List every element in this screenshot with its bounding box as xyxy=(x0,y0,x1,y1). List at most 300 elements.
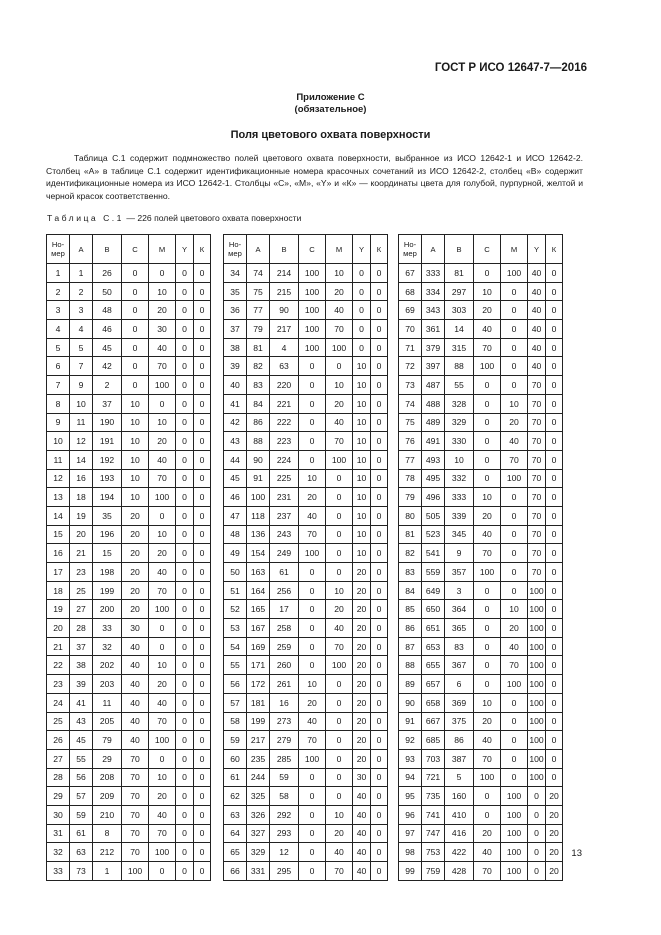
table-cell: 23 xyxy=(47,675,70,694)
table-cell: 100 xyxy=(299,544,326,563)
table-cell: 224 xyxy=(270,450,299,469)
annex-status: (обязательное) xyxy=(294,104,367,115)
table-cell: 27 xyxy=(70,600,93,619)
table-cell: 70 xyxy=(122,805,149,824)
table-cell: 10 xyxy=(501,600,528,619)
table-cell: 0 xyxy=(176,432,194,451)
table-cell: 56 xyxy=(70,768,93,787)
table-cell: 0 xyxy=(546,637,563,656)
table-cell: 37 xyxy=(70,637,93,656)
table-cell: 0 xyxy=(194,824,211,843)
table-cell: 100 xyxy=(501,843,528,862)
column-header: С xyxy=(122,235,149,264)
table-cell: 46 xyxy=(224,488,247,507)
table-cell: 93 xyxy=(399,749,422,768)
table-cell: 0 xyxy=(299,768,326,787)
table-cell: 0 xyxy=(194,581,211,600)
table-cell: 100 xyxy=(474,768,501,787)
table-cell: 0 xyxy=(326,675,353,694)
table-cell: 0 xyxy=(194,712,211,731)
table-cell: 70 xyxy=(326,432,353,451)
table-cell: 61 xyxy=(270,563,299,582)
table-row xyxy=(399,675,563,694)
table-cell: 23 xyxy=(70,563,93,582)
table-cell: 12 xyxy=(47,469,70,488)
table-cell: 0 xyxy=(194,376,211,395)
table-cell: 0 xyxy=(176,805,194,824)
table-cell: 20 xyxy=(122,544,149,563)
table-cell: 559 xyxy=(422,563,445,582)
table-cell: 4 xyxy=(70,320,93,339)
table-cell: 0 xyxy=(371,525,388,544)
table-cell: 33 xyxy=(93,619,122,638)
table-cell: 333 xyxy=(445,488,474,507)
table-cell: 160 xyxy=(445,787,474,806)
table-cell: 11 xyxy=(93,693,122,712)
table-row xyxy=(224,731,388,750)
table-cell: 79 xyxy=(399,488,422,507)
table-cell: 0 xyxy=(546,450,563,469)
table-cell: 200 xyxy=(93,600,122,619)
column-header: К xyxy=(194,235,211,264)
table-cell: 40 xyxy=(353,843,371,862)
table-cell: 0 xyxy=(546,581,563,600)
table-cell: 59 xyxy=(224,731,247,750)
table-cell: 658 xyxy=(422,693,445,712)
table-cell: 329 xyxy=(445,413,474,432)
table-cell: 20 xyxy=(474,712,501,731)
table-cell: 79 xyxy=(247,320,270,339)
table-cell: 1 xyxy=(47,264,70,283)
table-cell: 72 xyxy=(399,357,422,376)
table-cell: 0 xyxy=(194,862,211,881)
table-cell: 0 xyxy=(546,749,563,768)
table-cell: 422 xyxy=(445,843,474,862)
table-row xyxy=(399,749,563,768)
table-cell: 0 xyxy=(176,506,194,525)
table-cell: 40 xyxy=(326,843,353,862)
table-cell: 214 xyxy=(270,264,299,283)
table-cell: 667 xyxy=(422,712,445,731)
table-cell: 70 xyxy=(528,506,546,525)
table-cell: 100 xyxy=(528,581,546,600)
table-cell: 154 xyxy=(247,544,270,563)
table-cell: 0 xyxy=(546,731,563,750)
table-cell: 244 xyxy=(247,768,270,787)
table-cell: 10 xyxy=(445,450,474,469)
table-cell: 3 xyxy=(47,301,70,320)
table-cell: 215 xyxy=(270,282,299,301)
table-cell: 0 xyxy=(546,656,563,675)
table-cell: 21 xyxy=(70,544,93,563)
table-cell: 325 xyxy=(247,787,270,806)
table-cell: 70 xyxy=(299,525,326,544)
table-cell: 735 xyxy=(422,787,445,806)
table-cell: 0 xyxy=(122,338,149,357)
table-cell: 10 xyxy=(326,581,353,600)
table-cell: 100 xyxy=(247,488,270,507)
table-cell: 0 xyxy=(176,731,194,750)
table-cell: 70 xyxy=(528,450,546,469)
table-cell: 0 xyxy=(474,394,501,413)
table-cell: 0 xyxy=(176,469,194,488)
table-cell: 28 xyxy=(70,619,93,638)
table-cell: 0 xyxy=(371,376,388,395)
table-cell: 83 xyxy=(399,563,422,582)
annex-heading: Поля цветового охвата поверхности xyxy=(230,129,431,141)
table-cell: 0 xyxy=(149,264,176,283)
table-cell: 20 xyxy=(149,301,176,320)
table-cell: 0 xyxy=(474,805,501,824)
table-cell: 491 xyxy=(422,432,445,451)
table-cell: 0 xyxy=(546,712,563,731)
table-cell: 0 xyxy=(194,749,211,768)
table-cell: 10 xyxy=(149,768,176,787)
table-cell: 0 xyxy=(176,675,194,694)
table-cell: 0 xyxy=(546,394,563,413)
column-header: А xyxy=(422,235,445,264)
table-cell: 20 xyxy=(353,656,371,675)
table-cell: 0 xyxy=(176,787,194,806)
table-cell: 70 xyxy=(474,338,501,357)
table-cell: 0 xyxy=(194,619,211,638)
table-cell: 196 xyxy=(93,525,122,544)
table-cell: 0 xyxy=(371,469,388,488)
table-row xyxy=(47,600,211,619)
table-cell: 0 xyxy=(371,488,388,507)
table-cell: 3 xyxy=(70,301,93,320)
table-cell: 332 xyxy=(445,469,474,488)
table-cell: 74 xyxy=(399,394,422,413)
table-cell: 6 xyxy=(445,675,474,694)
table-cell: 91 xyxy=(247,469,270,488)
table-cell: 0 xyxy=(194,413,211,432)
table-cell: 164 xyxy=(247,581,270,600)
table-row xyxy=(224,488,388,507)
table-cell: 0 xyxy=(371,357,388,376)
table-cell: 0 xyxy=(501,563,528,582)
table-cell: 259 xyxy=(270,637,299,656)
table-row xyxy=(224,320,388,339)
table-cell: 285 xyxy=(270,749,299,768)
table-row xyxy=(399,506,563,525)
table-row xyxy=(399,731,563,750)
table-cell: 0 xyxy=(176,862,194,881)
table-cell: 100 xyxy=(501,469,528,488)
table-cell: 0 xyxy=(194,600,211,619)
intro-paragraph: Таблица С.1 содержит подмножество полей цветового охвата поверхности, выбранное из ИСО 12642-1 и ИСО 12642-2. Столбец «А» в таблице С.1 содержит идентификационные номера красочных сочетаний из ИСО 12642-2, столбец «В» содержит идентификационные номера из ИСО 12642-1. Столбцы «С», «М», «Y» и «К» — координаты цвета для голубой, пурпурной, желтой и черной красок соответственно. xyxy=(46,153,583,202)
table-cell: 416 xyxy=(445,824,474,843)
table-cell: 40 xyxy=(528,320,546,339)
table-cell: 95 xyxy=(399,787,422,806)
table-cell: 220 xyxy=(270,376,299,395)
table-cell: 100 xyxy=(326,656,353,675)
table-cell: 40 xyxy=(122,637,149,656)
table-cell: 36 xyxy=(224,301,247,320)
table-cell: 0 xyxy=(176,394,194,413)
table-cell: 100 xyxy=(528,768,546,787)
table-cell: 2 xyxy=(70,282,93,301)
table-cell: 65 xyxy=(224,843,247,862)
table-cell: 331 xyxy=(247,862,270,881)
table-cell: 295 xyxy=(270,862,299,881)
annex-title: Приложение С xyxy=(296,92,365,103)
table-cell: 94 xyxy=(399,768,422,787)
table-cell: 0 xyxy=(326,693,353,712)
table-cell: 40 xyxy=(474,320,501,339)
table-row xyxy=(224,376,388,395)
table-cell: 10 xyxy=(122,394,149,413)
column-header: А xyxy=(247,235,270,264)
table-cell: 0 xyxy=(149,862,176,881)
table-row xyxy=(47,320,211,339)
table-cell: 0 xyxy=(371,282,388,301)
table-cell: 12 xyxy=(70,432,93,451)
column-header: М xyxy=(326,235,353,264)
table-cell: 0 xyxy=(546,320,563,339)
table-cell: 10 xyxy=(353,544,371,563)
table-row xyxy=(224,450,388,469)
table-row xyxy=(47,619,211,638)
table-cell: 357 xyxy=(445,563,474,582)
table-cell: 40 xyxy=(149,805,176,824)
table-cell: 73 xyxy=(70,862,93,881)
table-cell: 40 xyxy=(122,731,149,750)
table-cell: 487 xyxy=(422,376,445,395)
table-cell: 0 xyxy=(371,824,388,843)
table-cell: 69 xyxy=(399,301,422,320)
table-cell: 20 xyxy=(353,600,371,619)
table-cell: 0 xyxy=(371,637,388,656)
table-cell: 20 xyxy=(149,544,176,563)
table-cell: 181 xyxy=(247,693,270,712)
table-cell: 0 xyxy=(546,619,563,638)
table-row xyxy=(47,301,211,320)
table-cell: 0 xyxy=(501,301,528,320)
table-cell: 8 xyxy=(47,394,70,413)
table-cell: 56 xyxy=(224,675,247,694)
table-cell: 40 xyxy=(353,862,371,881)
table-row xyxy=(224,749,388,768)
table-cell: 15 xyxy=(47,525,70,544)
table-cell: 0 xyxy=(501,357,528,376)
column-header: Но- мер xyxy=(47,235,70,264)
table-cell: 2 xyxy=(93,376,122,395)
table-cell: 70 xyxy=(122,787,149,806)
table-cell: 243 xyxy=(270,525,299,544)
table-row xyxy=(224,656,388,675)
table-row xyxy=(224,768,388,787)
table-cell: 0 xyxy=(122,376,149,395)
table-cell: 42 xyxy=(93,357,122,376)
table-cell: 721 xyxy=(422,768,445,787)
table-cell: 40 xyxy=(224,376,247,395)
table-cell: 70 xyxy=(528,413,546,432)
table-cell: 0 xyxy=(194,675,211,694)
table-row xyxy=(224,862,388,881)
table-cell: 70 xyxy=(528,544,546,563)
table-cell: 9 xyxy=(70,376,93,395)
table-row xyxy=(224,675,388,694)
table-cell: 86 xyxy=(399,619,422,638)
table-cell: 0 xyxy=(501,282,528,301)
table-row xyxy=(47,376,211,395)
table-row xyxy=(224,824,388,843)
table-cell: 0 xyxy=(176,581,194,600)
table-cell: 100 xyxy=(299,338,326,357)
table-cell: 20 xyxy=(546,862,563,881)
table-row xyxy=(399,805,563,824)
table-cell: 0 xyxy=(194,320,211,339)
table-cell: 495 xyxy=(422,469,445,488)
table-cell: 10 xyxy=(122,413,149,432)
table-cell: 209 xyxy=(93,787,122,806)
table-cell: 10 xyxy=(353,469,371,488)
table-cell: 70 xyxy=(528,394,546,413)
table-cell: 70 xyxy=(122,843,149,862)
table-cell: 20 xyxy=(299,488,326,507)
table-cell: 171 xyxy=(247,656,270,675)
table-cell: 655 xyxy=(422,656,445,675)
table-cell: 70 xyxy=(528,525,546,544)
table-cell: 0 xyxy=(194,843,211,862)
table-row xyxy=(47,264,211,283)
table-row xyxy=(47,563,211,582)
table-row xyxy=(47,338,211,357)
table-cell: 0 xyxy=(194,394,211,413)
table-cell: 0 xyxy=(371,731,388,750)
table-row xyxy=(224,506,388,525)
table-cell: 0 xyxy=(326,469,353,488)
table-row xyxy=(399,469,563,488)
table-cell: 45 xyxy=(70,731,93,750)
table-cell: 0 xyxy=(326,506,353,525)
table-cell: 81 xyxy=(247,338,270,357)
table-cell: 9 xyxy=(47,413,70,432)
table-cell: 0 xyxy=(176,282,194,301)
table-cell: 0 xyxy=(371,544,388,563)
table-cell: 14 xyxy=(70,450,93,469)
table-cell: 71 xyxy=(399,338,422,357)
table-cell: 651 xyxy=(422,619,445,638)
table-cell: 0 xyxy=(299,600,326,619)
table-cell: 172 xyxy=(247,675,270,694)
table-cell: 333 xyxy=(422,264,445,283)
table-block-2 xyxy=(223,234,388,881)
table-cell: 190 xyxy=(93,413,122,432)
table-cell: 327 xyxy=(247,824,270,843)
table-cell: 70 xyxy=(528,488,546,507)
table-cell: 0 xyxy=(546,301,563,320)
table-cell: 330 xyxy=(445,432,474,451)
table-cell: 0 xyxy=(546,525,563,544)
table-cell: 49 xyxy=(224,544,247,563)
table-cell: 87 xyxy=(399,637,422,656)
table-cell: 10 xyxy=(326,376,353,395)
table-row xyxy=(47,768,211,787)
table-cell: 0 xyxy=(299,394,326,413)
table-cell: 19 xyxy=(70,506,93,525)
table-cell: 35 xyxy=(93,506,122,525)
table-cell: 0 xyxy=(176,488,194,507)
table-cell: 40 xyxy=(122,656,149,675)
table-cell: 46 xyxy=(93,320,122,339)
table-cell: 0 xyxy=(501,338,528,357)
table-cell: 31 xyxy=(47,824,70,843)
table-cell: 136 xyxy=(247,525,270,544)
table-cell: 40 xyxy=(528,301,546,320)
table-cell: 0 xyxy=(122,282,149,301)
table-cell: 0 xyxy=(371,301,388,320)
table-cell: 64 xyxy=(224,824,247,843)
table-cell: 40 xyxy=(353,805,371,824)
table-cell: 0 xyxy=(149,749,176,768)
table-cell: 32 xyxy=(93,637,122,656)
table-cell: 40 xyxy=(501,637,528,656)
table-cell: 55 xyxy=(70,749,93,768)
table-cell: 0 xyxy=(326,488,353,507)
table-cell: 0 xyxy=(546,282,563,301)
table-cell: 20 xyxy=(353,712,371,731)
table-cell: 0 xyxy=(194,693,211,712)
table-cell: 43 xyxy=(224,432,247,451)
table-cell: 40 xyxy=(528,338,546,357)
table-cell: 0 xyxy=(501,544,528,563)
table-cell: 41 xyxy=(224,394,247,413)
table-cell: 489 xyxy=(422,413,445,432)
table-cell: 0 xyxy=(194,805,211,824)
table-cell: 57 xyxy=(224,693,247,712)
table-cell: 48 xyxy=(224,525,247,544)
table-cell: 0 xyxy=(371,768,388,787)
table-cell: 0 xyxy=(326,787,353,806)
table-cell: 70 xyxy=(528,563,546,582)
table-cell: 20 xyxy=(326,824,353,843)
table-cell: 0 xyxy=(501,376,528,395)
table-cell: 70 xyxy=(326,637,353,656)
table-row xyxy=(399,320,563,339)
table-row xyxy=(224,413,388,432)
table-cell: 258 xyxy=(270,619,299,638)
table-cell: 80 xyxy=(399,506,422,525)
table-cell: 20 xyxy=(546,824,563,843)
table-cell: 20 xyxy=(149,432,176,451)
table-cell: 0 xyxy=(299,824,326,843)
table-cell: 303 xyxy=(445,301,474,320)
table-cell: 0 xyxy=(194,301,211,320)
table-cell: 193 xyxy=(93,469,122,488)
table-cell: 70 xyxy=(501,450,528,469)
table-row xyxy=(47,525,211,544)
table-cell: 75 xyxy=(399,413,422,432)
table-cell: 212 xyxy=(93,843,122,862)
table-cell: 0 xyxy=(371,656,388,675)
table-cell: 20 xyxy=(353,675,371,694)
table-cell: 50 xyxy=(93,282,122,301)
table-cell: 63 xyxy=(224,805,247,824)
table-cell: 0 xyxy=(528,824,546,843)
table-cell: 42 xyxy=(224,413,247,432)
table-cell: 100 xyxy=(149,376,176,395)
table-cell: 8 xyxy=(93,824,122,843)
table-row xyxy=(399,862,563,881)
table-cell: 7 xyxy=(47,376,70,395)
table-cell: 0 xyxy=(194,637,211,656)
table-cell: 20 xyxy=(353,693,371,712)
table-cell: 0 xyxy=(326,525,353,544)
table-cell: 10 xyxy=(474,282,501,301)
column-header: А xyxy=(70,235,93,264)
